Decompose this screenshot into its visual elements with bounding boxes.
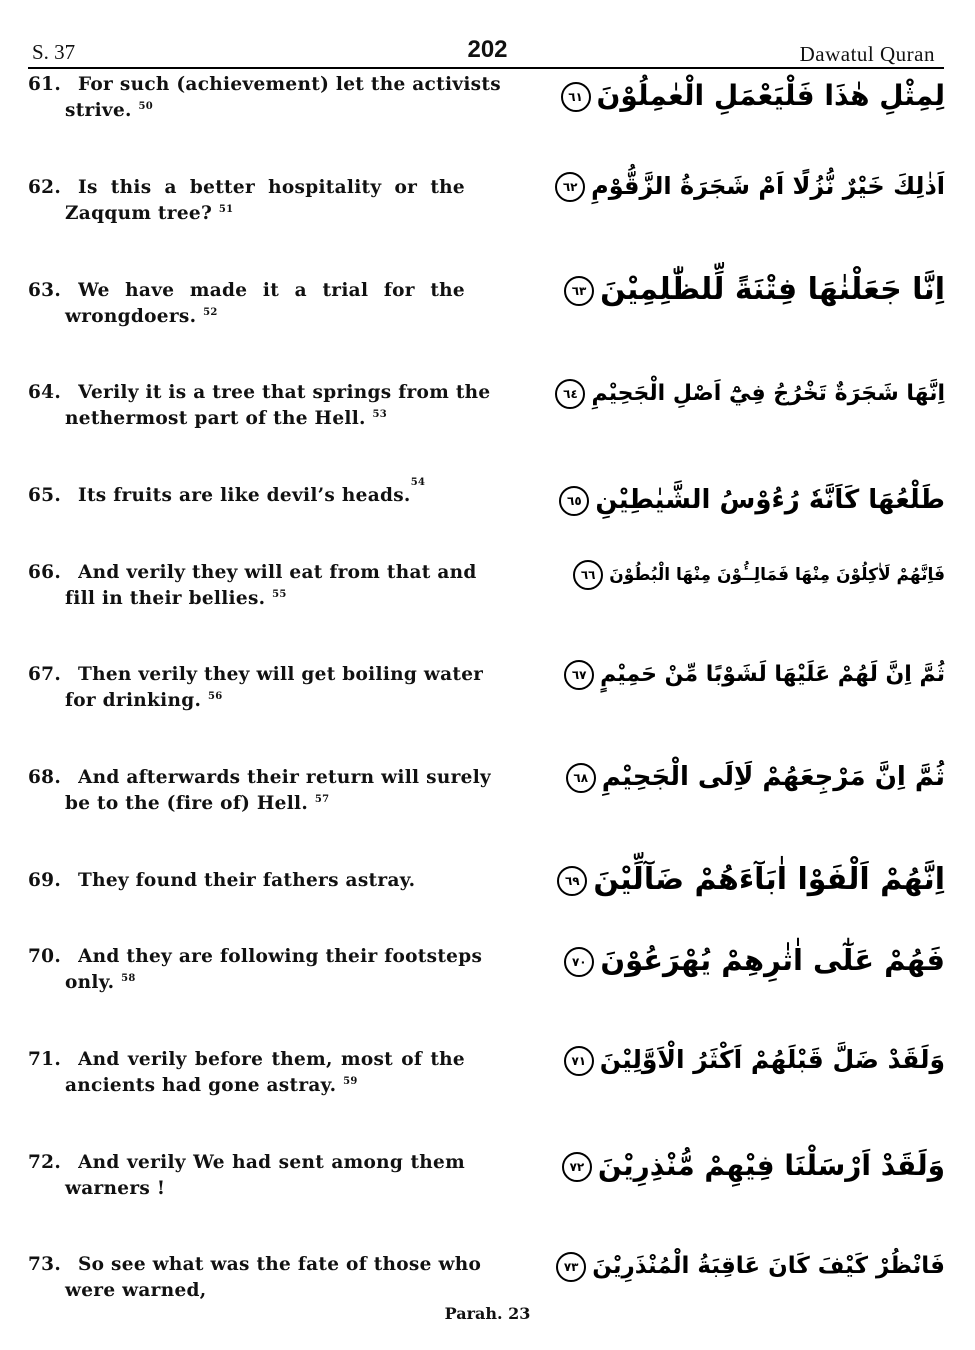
translation-second-line bbox=[28, 970, 465, 996]
arabic-verse bbox=[564, 655, 945, 695]
ayah-end-marker: ٦٢ bbox=[555, 172, 585, 202]
arabic-verse bbox=[561, 76, 945, 116]
ayah-end-marker: ٦٩ bbox=[557, 866, 587, 896]
translation-line-1: And they are following their footsteps bbox=[78, 946, 483, 967]
verse-number: 61. bbox=[28, 74, 62, 95]
ayah-end-marker: ٧٠ bbox=[564, 947, 594, 977]
translation-text bbox=[28, 944, 483, 996]
translation-text bbox=[28, 175, 465, 227]
translation-text bbox=[28, 1150, 465, 1202]
translation-line-1-wrap bbox=[78, 1252, 481, 1278]
translation-line-1: And afterwards their return will surely bbox=[78, 767, 492, 788]
translation-line-2: for drinking. bbox=[65, 690, 202, 711]
translation-line-1-wrap bbox=[78, 944, 482, 970]
translation-line-1-wrap bbox=[78, 1047, 465, 1073]
translation-first-line bbox=[28, 1150, 465, 1176]
footnote-marker: 54 bbox=[410, 477, 426, 488]
translation-line-1-wrap bbox=[78, 380, 490, 406]
translation-line-1: We have made it a trial for the bbox=[78, 280, 465, 301]
verse-number: 62. bbox=[28, 177, 62, 198]
footnote-marker: 53 bbox=[372, 408, 388, 420]
translation-line-1: And verily they will eat from that and bbox=[78, 562, 477, 583]
verse-number: 69. bbox=[28, 870, 62, 891]
ayah-end-marker: ٦٨ bbox=[566, 763, 596, 793]
translation-first-line bbox=[28, 868, 465, 894]
translation-line-1-wrap bbox=[78, 175, 465, 201]
translation-line-1: Is this a better hospitality or the bbox=[78, 177, 465, 198]
arabic-verse bbox=[555, 374, 945, 414]
translation-line-1-wrap bbox=[78, 477, 465, 509]
verse-number: 70. bbox=[28, 946, 62, 967]
verse-number: 64. bbox=[28, 382, 62, 403]
translation-text bbox=[28, 662, 484, 714]
translation-first-line bbox=[28, 560, 477, 586]
arabic-text: اِنَّهَا شَجَرَةٌ تَخْرُجُ فِيْٓ اَصْلِ الْجَحِيْمِ bbox=[591, 381, 945, 406]
arabic-text: وَلَقَدْ اَرْسَلْنَا فِيْهِمْ مُّنْذِرِيْنَ bbox=[597, 1149, 945, 1182]
translation-second-line bbox=[28, 201, 465, 227]
translation-first-line bbox=[28, 944, 483, 970]
arabic-text: اَذٰلِكَ خَيْرٌ نُّزُلًا اَمْ شَجَرَةُ الزَّقُّوْمِ bbox=[591, 172, 945, 200]
translation-first-line bbox=[28, 175, 465, 201]
verse-number: 65. bbox=[28, 485, 62, 506]
translation-line-1: So see what was the fate of those who bbox=[78, 1254, 482, 1275]
surah-label: S. 37 bbox=[32, 40, 76, 64]
translation-line-1-wrap bbox=[78, 560, 477, 586]
arabic-text: طَلْعُهَا كَاَنَّهٗ رُءُوْسُ الشَّيٰطِيْنِ bbox=[595, 485, 945, 515]
translation-first-line bbox=[28, 278, 465, 304]
translation-text bbox=[28, 477, 465, 509]
arabic-text: اِنَّهُمْ اَلْفَوْا اٰبَآءَهُمْ ضَآلِّيْنَ bbox=[593, 862, 945, 897]
page-number: 202 bbox=[467, 36, 508, 63]
footnote-marker: 52 bbox=[203, 306, 218, 318]
ayah-end-marker: ٦٤ bbox=[555, 379, 585, 409]
translation-line-2: only. bbox=[65, 972, 115, 993]
arabic-verse bbox=[564, 940, 945, 980]
arabic-text: اِنَّا جَعَلْنٰهَا فِتْنَةً لِّلظّٰلِمِيْنَ bbox=[600, 272, 945, 307]
translation-line-1-wrap bbox=[78, 278, 465, 304]
parah-footer: Parah. 23 bbox=[444, 1304, 531, 1323]
translation-second-line bbox=[28, 791, 465, 817]
ayah-end-marker: ٦١ bbox=[561, 82, 591, 112]
ayah-end-marker: ٦٦ bbox=[573, 560, 603, 590]
footnote-marker: 59 bbox=[343, 1075, 358, 1087]
ayah-end-marker: ٧١ bbox=[564, 1046, 594, 1076]
translation-text bbox=[28, 560, 477, 612]
translation-line-1-wrap bbox=[78, 868, 465, 894]
translation-line-2: nethermost part of the Hell. bbox=[65, 408, 366, 429]
translation-line-1: Its fruits are like devil’s heads. bbox=[78, 485, 411, 506]
arabic-text: ثُمَّ اِنَّ لَهُمْ عَلَيْهَا لَشَوْبًا مِّنْ حَمِيْمٍ bbox=[600, 662, 945, 687]
arabic-verse bbox=[555, 166, 945, 206]
arabic-verse bbox=[557, 860, 945, 900]
arabic-text: فَهُمْ عَلٰٓى اٰثٰرِهِمْ يُهْرَعُوْنَ bbox=[600, 943, 945, 977]
ayah-end-marker: ٦٣ bbox=[564, 276, 594, 306]
verse-number: 72. bbox=[28, 1152, 62, 1173]
translation-line-1-wrap bbox=[78, 765, 491, 791]
verse-number: 66. bbox=[28, 562, 62, 583]
verse-number: 63. bbox=[28, 280, 62, 301]
arabic-verse bbox=[556, 1246, 945, 1286]
arabic-text: فَانْظُرْ كَيْفَ كَانَ عَاقِبَةُ الْمُنْذَرِيْنَ bbox=[592, 1253, 945, 1279]
translation-text bbox=[28, 765, 492, 817]
arabic-verse bbox=[573, 555, 945, 595]
arabic-verse bbox=[562, 1146, 945, 1186]
translation-text bbox=[28, 1252, 482, 1304]
translation-first-line bbox=[28, 380, 491, 406]
footnote-marker: 57 bbox=[314, 793, 330, 805]
translation-first-line bbox=[28, 662, 484, 688]
translation-line-2: were warned, bbox=[65, 1280, 207, 1301]
ayah-end-marker: ٧٢ bbox=[562, 1152, 592, 1182]
translation-second-line bbox=[28, 688, 465, 714]
footnote-marker: 56 bbox=[207, 690, 223, 702]
ayah-end-marker: ٦٥ bbox=[559, 486, 589, 516]
arabic-text: فَاِنَّهُمْ لَاٰكِلُوْنَ مِنْهَا فَمَالِــُٔوْنَ مِنْهَا الْبُطُوْنَ bbox=[609, 565, 945, 585]
translation-line-1-wrap bbox=[78, 1150, 465, 1176]
translation-first-line bbox=[28, 1047, 465, 1073]
translation-line-2: ancients had gone astray. bbox=[65, 1075, 337, 1096]
arabic-text: لِمِثْلِ هٰذَا فَلْيَعْمَلِ الْعٰمِلُوْنَ bbox=[596, 79, 945, 112]
translation-second-line bbox=[28, 1176, 465, 1202]
ayah-end-marker: ٧٣ bbox=[556, 1252, 586, 1282]
translation-second-line bbox=[28, 1278, 465, 1304]
translation-line-2: fill in their bellies. bbox=[65, 588, 266, 609]
translation-second-line bbox=[28, 406, 465, 432]
translation-text bbox=[28, 1047, 465, 1099]
translation-text bbox=[28, 868, 465, 894]
translation-line-1-wrap bbox=[78, 662, 483, 688]
translation-second-line bbox=[28, 98, 465, 124]
translation-line-2: Zaqqum tree? bbox=[65, 203, 213, 224]
translation-second-line bbox=[28, 1073, 465, 1099]
translation-text bbox=[28, 380, 491, 432]
verse-number: 71. bbox=[28, 1049, 62, 1070]
arabic-text: وَلَقَدْ ضَلَّ قَبْلَهُمْ اَكْثَرُ الْاَوَّلِيْنَ bbox=[599, 1045, 945, 1074]
arabic-verse bbox=[564, 1040, 945, 1080]
arabic-verse bbox=[559, 480, 945, 520]
verse-number: 73. bbox=[28, 1254, 62, 1275]
book-title: Dawatul Quran bbox=[799, 42, 935, 66]
translation-line-1: They found their fathers astray. bbox=[78, 870, 416, 891]
translation-second-line bbox=[28, 586, 465, 612]
translation-line-2: warners ! bbox=[65, 1178, 166, 1199]
footnote-marker: 58 bbox=[121, 972, 136, 984]
translation-first-line bbox=[28, 1252, 482, 1278]
translation-line-1: And verily before them, most of the bbox=[78, 1049, 465, 1070]
arabic-text: ثُمَّ اِنَّ مَرْجِعَهُمْ لَاِلَى الْجَحِيْمِ bbox=[601, 762, 945, 792]
translation-first-line bbox=[28, 765, 492, 791]
translation-second-line bbox=[28, 304, 465, 330]
footnote-marker: 50 bbox=[138, 100, 154, 112]
translation-line-2: wrongdoers. bbox=[65, 306, 197, 327]
verse-number: 68. bbox=[28, 767, 62, 788]
footnote-marker: 55 bbox=[272, 588, 287, 600]
translation-line-1: And verily We had sent among them bbox=[78, 1152, 465, 1173]
translation-line-2: be to the (fire of) Hell. bbox=[65, 793, 309, 814]
arabic-verse bbox=[566, 757, 945, 797]
translation-line-2: strive. bbox=[65, 100, 132, 121]
footnote-marker: 51 bbox=[218, 203, 234, 215]
translation-line-1: For such (achievement) let the activists bbox=[78, 74, 501, 95]
translation-line-1: Then verily they will get boiling water bbox=[78, 664, 484, 685]
translation-first-line bbox=[28, 477, 465, 509]
translation-text bbox=[28, 278, 465, 330]
verse-number: 67. bbox=[28, 664, 62, 685]
ayah-end-marker: ٦٧ bbox=[564, 660, 594, 690]
translation-line-1: Verily it is a tree that springs from the bbox=[78, 382, 491, 403]
arabic-verse bbox=[564, 270, 945, 310]
